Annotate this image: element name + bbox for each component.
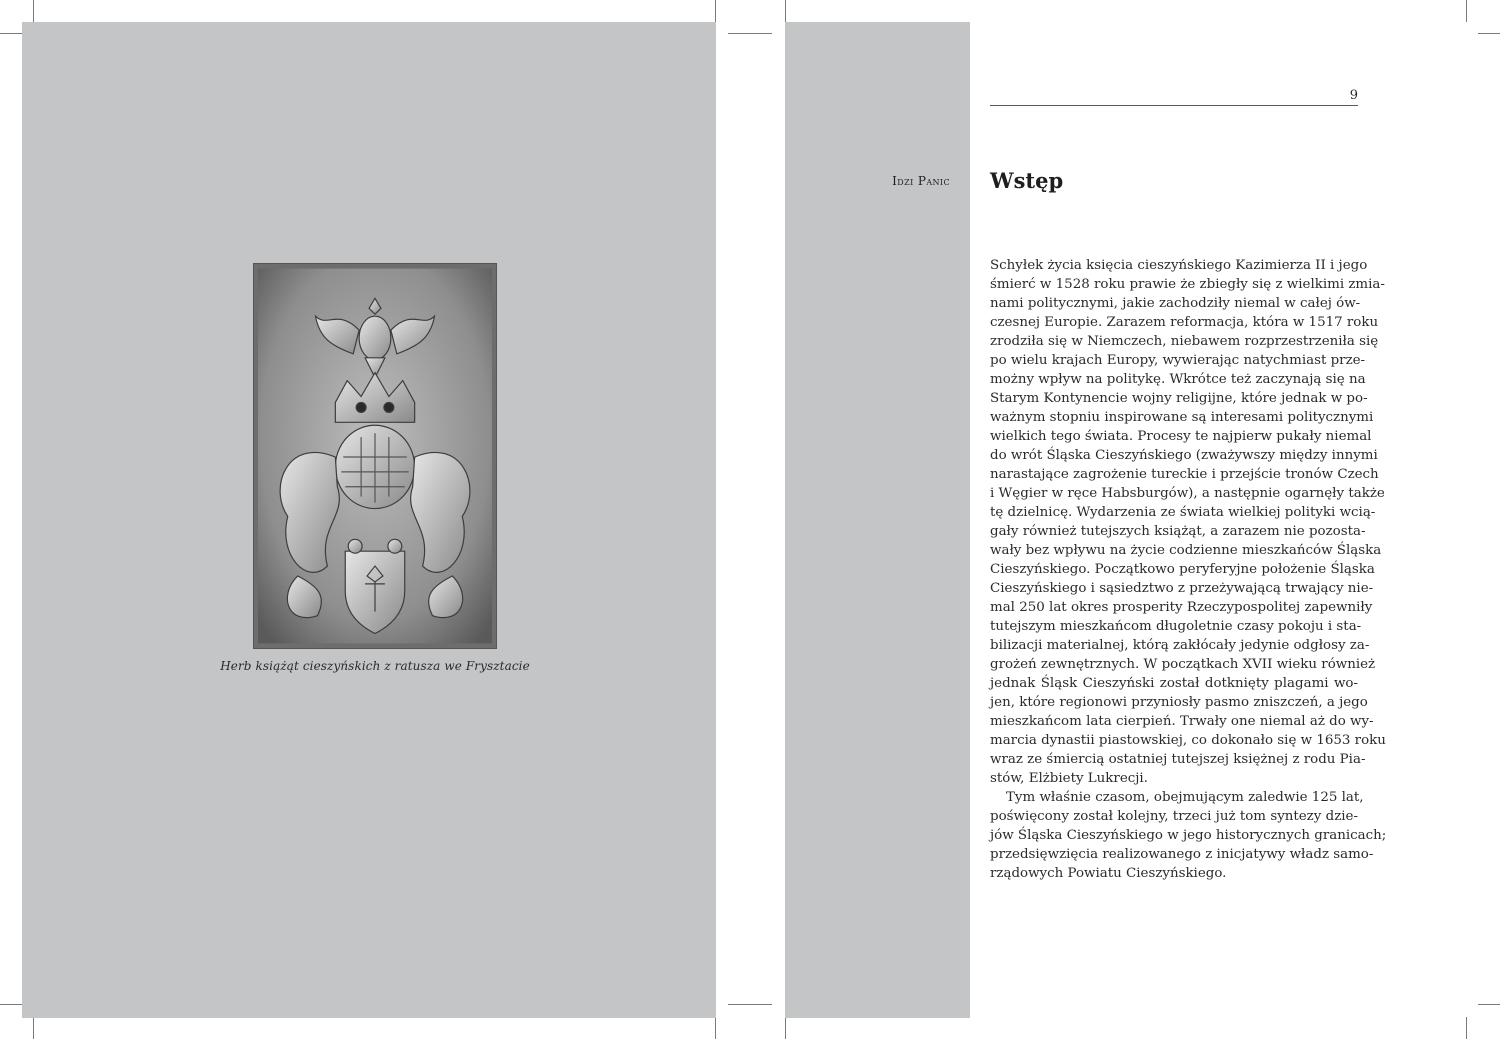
chapter-title: Wstęp <box>990 168 1064 193</box>
body-text <box>990 256 1387 883</box>
body-line: bilizacji materialnej, którą zakłócały jedynie odgłosy za- <box>990 638 1370 653</box>
body-line: tę dzielnicę. Wydarzenia ze świata wielkiej polityki wcią- <box>990 505 1376 520</box>
right-page-margin-strip <box>785 22 970 1018</box>
body-line: grożeń zewnętrznych. W początkach XVII wieku również <box>990 657 1376 672</box>
body-line: po wielu krajach Europy, wywierając natychmiast prze- <box>990 353 1366 368</box>
body-line: nami politycznymi, jakie zachodziły niemal w całej ów- <box>990 296 1361 311</box>
illustration-caption: Herb książąt cieszyńskich z ratusza we Frysztacie <box>220 659 530 673</box>
page-number: 9 <box>1349 88 1358 103</box>
crop-mark <box>1478 33 1500 34</box>
body-line: jednak Śląsk Cieszyński został dotknięty plagami wo- <box>990 676 1358 691</box>
crop-mark <box>715 0 716 22</box>
body-line: i Węgier w ręce Habsburgów), a następnie ogarnęły także <box>990 486 1385 501</box>
crop-mark <box>785 1017 786 1039</box>
body-line: wraz ze śmiercią ostatniej tutejszej księżnej z rodu Pia- <box>990 752 1366 767</box>
crop-mark <box>728 1004 772 1005</box>
body-line: gały również tutejszych książąt, a zarazem nie pozosta- <box>990 524 1366 539</box>
body-line: tutejszym mieszkańcom długoletnie czasy pokoju i sta- <box>990 619 1362 634</box>
body-line: mieszkańcom lata cierpień. Trwały one niemal aż do wy- <box>990 714 1374 729</box>
crop-mark <box>0 33 22 34</box>
body-line: mal 250 lat okres prosperity Rzeczypospolitej zapewniły <box>990 600 1373 615</box>
body-line: ważnym stopniu inspirowane są interesami politycznymi <box>990 410 1374 425</box>
body-line: przedsięwzięcia realizowanego z inicjatywy władz samo- <box>990 847 1374 862</box>
author-name: Idzi Panic <box>892 174 950 188</box>
crop-mark <box>1466 1017 1467 1039</box>
crop-mark <box>1466 0 1467 22</box>
body-line: rządowych Powiatu Cieszyńskiego. <box>990 866 1227 881</box>
body-line: jów Śląska Cieszyńskiego w jego historycznych granicach; <box>990 828 1387 843</box>
crop-mark <box>0 1004 22 1005</box>
body-line: Schyłek życia księcia cieszyńskiego Kazimierza II i jego <box>990 258 1368 273</box>
body-line: śmierć w 1528 roku prawie że zbiegły się z wielkimi zmia- <box>990 277 1385 292</box>
crop-mark <box>33 0 34 22</box>
body-line: Starym Kontynencie wojny religijne, które jednak w po- <box>990 391 1368 406</box>
body-line: wielkich tego świata. Procesy te najpierw pukały niemal <box>990 429 1372 444</box>
body-line: stów, Elżbiety Lukrecji. <box>990 771 1148 786</box>
crop-mark <box>715 1017 716 1039</box>
crop-mark <box>728 33 772 34</box>
crop-mark <box>1478 1004 1500 1005</box>
body-line: marcia dynastii piastowskiej, co dokonało się w 1653 roku <box>990 733 1386 748</box>
body-line: jen, które regionowi przyniosły pasmo zniszczeń, a jego <box>990 695 1368 710</box>
body-line: Cieszyńskiego i sąsiedztwo z przeżywającą trwający nie- <box>990 581 1374 596</box>
body-line: możny wpływ na politykę. Wkrótce też zaczynają się na <box>990 372 1366 387</box>
crop-mark <box>33 1017 34 1039</box>
body-line: czesnej Europie. Zarazem reformacja, która w 1517 roku <box>990 315 1379 330</box>
body-line: wały bez wpływu na życie codzienne mieszkańców Śląska <box>990 543 1382 558</box>
header-rule <box>990 105 1358 106</box>
coat-of-arms-photo <box>253 263 497 649</box>
body-line: zrodziła się w Niemczech, niebawem rozprzestrzeniła się <box>990 334 1379 349</box>
crop-mark <box>785 0 786 22</box>
body-line: narastające zagrożenie tureckie i przejście tronów Czech <box>990 467 1379 482</box>
body-line: poświęcony został kolejny, trzeci już tom syntezy dzie- <box>990 809 1358 824</box>
body-line: do wrót Śląska Cieszyńskiego (zważywszy między innymi <box>990 448 1378 463</box>
body-line: Tym właśnie czasom, obejmującym zaledwie 125 lat, <box>1006 790 1364 805</box>
body-line: Cieszyńskiego. Początkowo peryferyjne położenie Śląska <box>990 562 1375 577</box>
coat-of-arms-relief-icon <box>258 268 492 644</box>
